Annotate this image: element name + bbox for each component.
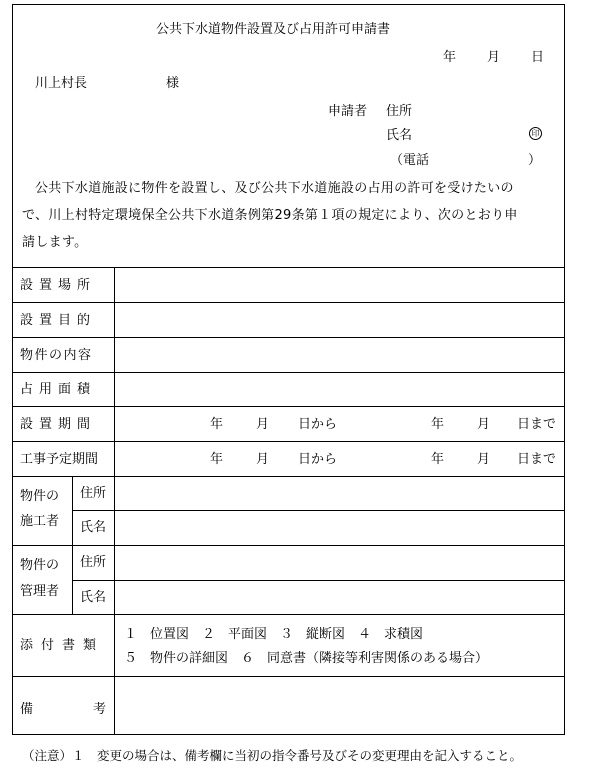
period-from-day: 日から <box>298 417 338 432</box>
label-construction-period: 工事予定期間 <box>20 452 99 467</box>
row-rule <box>12 372 565 373</box>
row-rule <box>12 441 565 442</box>
label-remarks-2: 考 <box>93 702 107 717</box>
form-title: 公共下水道物件設置及び占用許可申請書 <box>156 22 391 37</box>
label-builder-address: 住所 <box>80 486 107 501</box>
label-builder-name: 氏名 <box>80 520 107 535</box>
seal-mark: 印 <box>529 127 542 140</box>
body-line-2: で、川上村特定環境保全公共下水道条例第29条第１項の規定により、次のとおり申 <box>22 208 518 223</box>
honorific: 様 <box>166 76 180 91</box>
addressee: 川上村長 <box>35 76 88 91</box>
label-contents: 物件の内容 <box>20 348 93 363</box>
row-rule <box>12 337 565 338</box>
construction-to-day: 日まで <box>517 452 557 467</box>
applicant-label: 申請者 <box>328 104 368 119</box>
label-builder-2: 施工者 <box>20 514 60 529</box>
label-location: 設置場所 <box>20 278 97 293</box>
row-rule <box>12 406 565 407</box>
period-to-month: 月 <box>477 417 491 432</box>
construction-to-year: 年 <box>431 452 445 467</box>
label-column-rule <box>114 267 115 735</box>
row-rule <box>12 476 565 477</box>
table-top-rule <box>12 267 565 268</box>
date-day: 日 <box>531 50 545 65</box>
label-period: 設置期間 <box>20 417 97 432</box>
label-manager-address: 住所 <box>80 555 107 570</box>
row-rule <box>12 676 565 677</box>
label-manager-name: 氏名 <box>80 590 107 605</box>
footnote: （注意）１ 変更の場合は、備考欄に当初の指令番号及びその変更理由を記入すること。 <box>22 748 523 763</box>
group-column-rule <box>72 476 73 614</box>
construction-from-month: 月 <box>256 452 270 467</box>
row-rule-sub <box>72 580 565 581</box>
date-year: 年 <box>443 50 457 65</box>
period-to-year: 年 <box>431 417 445 432</box>
label-builder-1: 物件の <box>20 489 60 504</box>
period-from-month: 月 <box>256 417 270 432</box>
phone-close: ） <box>528 153 542 168</box>
label-attachments: 添付書類 <box>20 638 105 653</box>
date-month: 月 <box>487 50 501 65</box>
construction-from-year: 年 <box>210 452 224 467</box>
label-manager-2: 管理者 <box>20 584 60 599</box>
attachments-line-1: １ 位置図 ２ 平面図 ３ 縦断図 ４ 求積図 <box>124 627 424 642</box>
label-manager-1: 物件の <box>20 558 60 573</box>
row-rule-sub <box>72 510 565 511</box>
applicant-name-label: 氏名 <box>386 128 413 143</box>
applicant-address-label: 住所 <box>386 104 413 119</box>
period-from-year: 年 <box>210 417 224 432</box>
label-purpose: 設置目的 <box>20 313 97 328</box>
body-line-3: 請します。 <box>22 235 88 250</box>
phone-open: （電話 <box>390 153 430 168</box>
attachments-line-2: ５ 物件の詳細図 ６ 同意書（隣接等利害関係のある場合） <box>124 651 489 666</box>
row-rule <box>12 614 565 615</box>
construction-from-day: 日から <box>298 452 338 467</box>
construction-to-month: 月 <box>477 452 491 467</box>
row-rule <box>12 302 565 303</box>
period-to-day: 日まで <box>517 417 557 432</box>
form-frame <box>12 4 565 735</box>
body-line-1: 公共下水道施設に物件を設置し、及び公共下水道施設の占用の許可を受けたいの <box>35 181 514 196</box>
label-area: 占用面積 <box>20 382 97 397</box>
label-remarks-1: 備 <box>20 702 34 717</box>
row-rule <box>12 545 565 546</box>
